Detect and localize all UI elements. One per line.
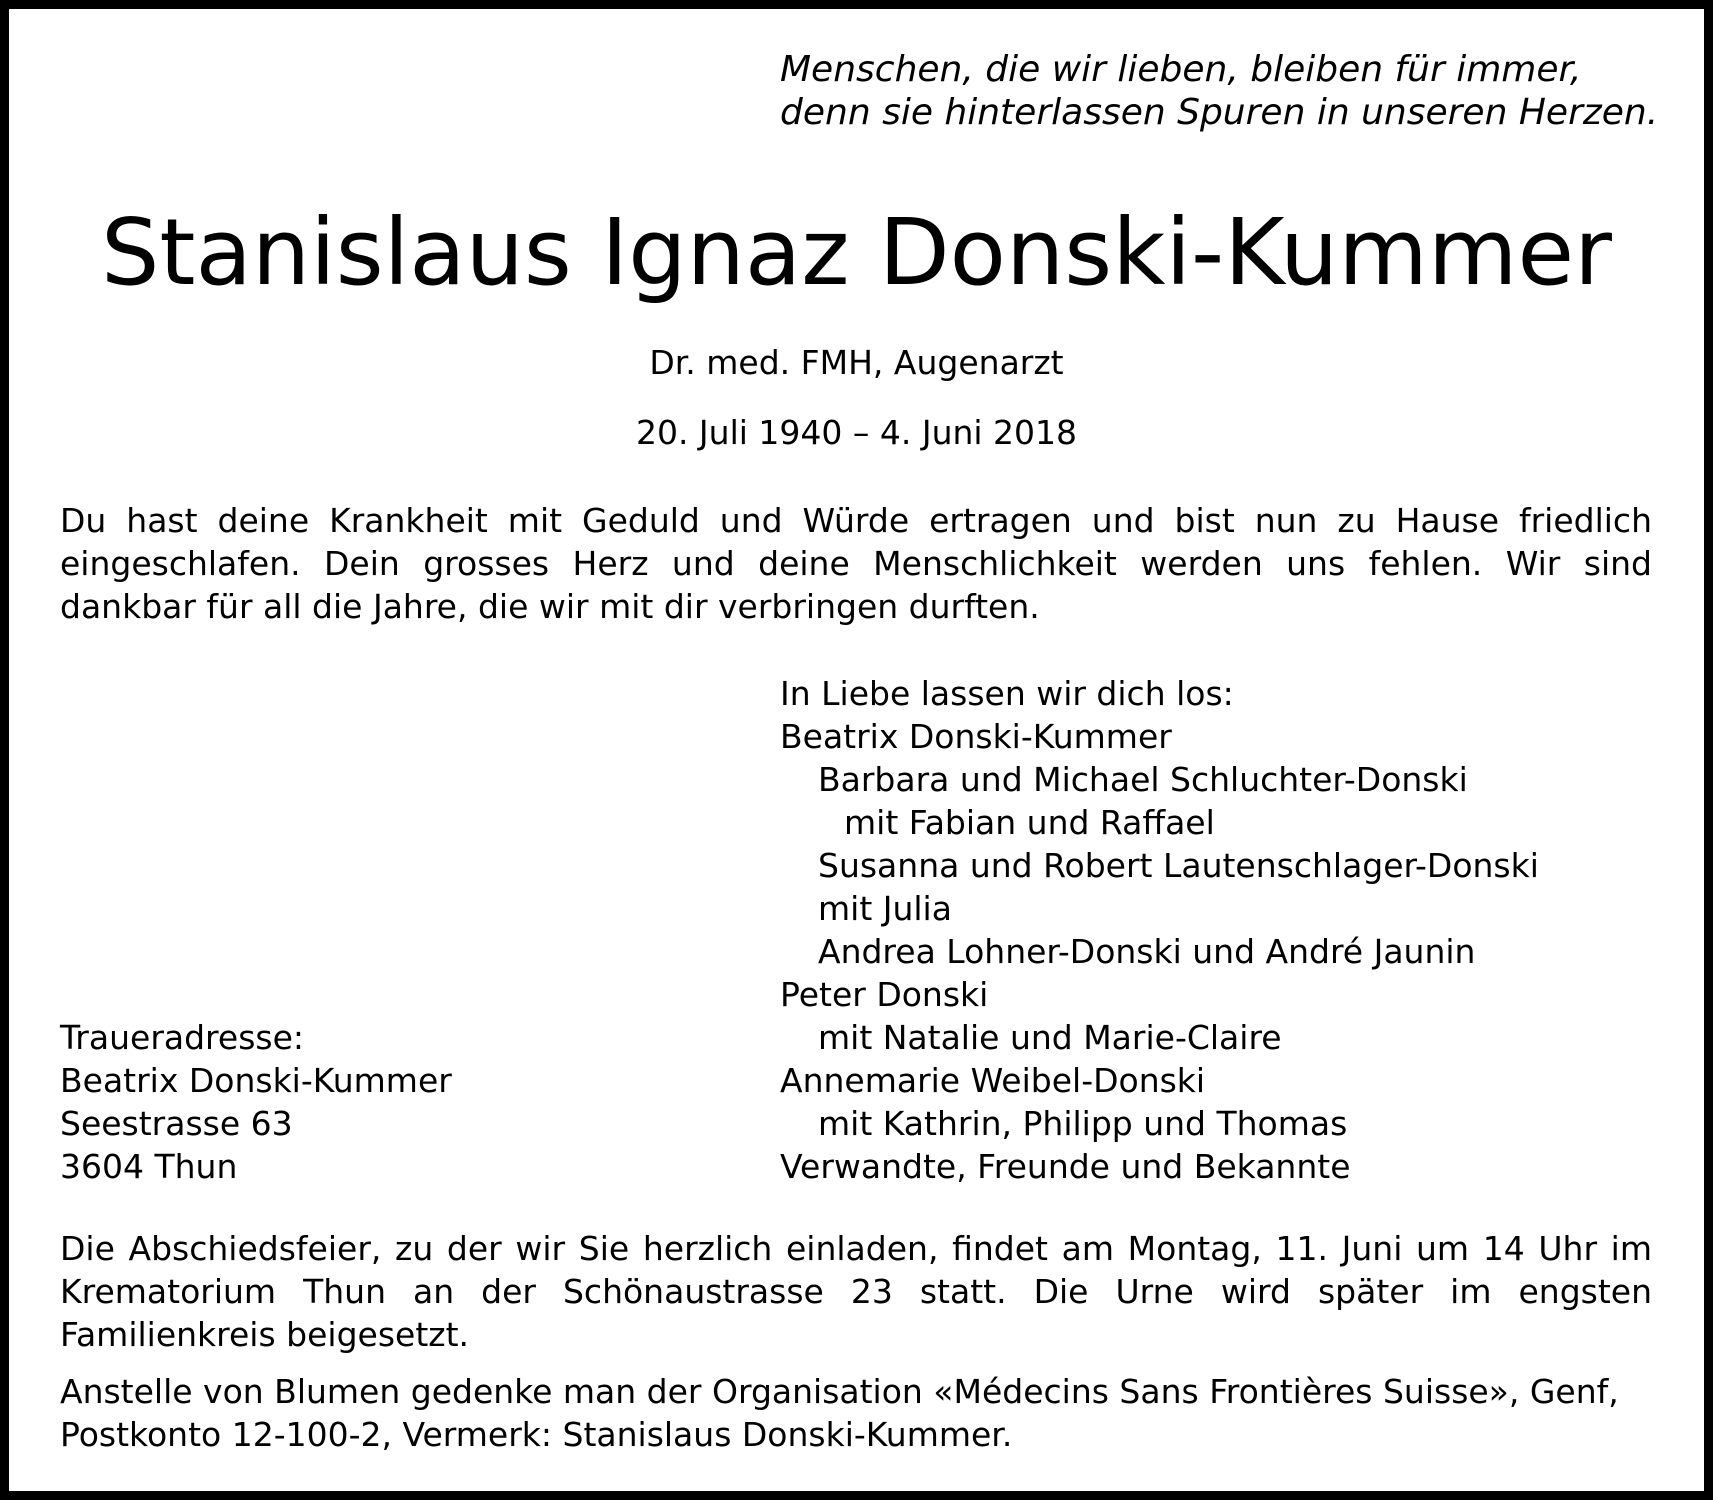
family-member: mit Fabian und Raffael	[844, 803, 1215, 842]
family-member: Peter Donski	[780, 975, 989, 1014]
address-label: Traueradresse:	[60, 1018, 305, 1057]
family-member: Susanna und Robert Lautenschlager-Donski	[818, 846, 1539, 885]
family-member: Annemarie Weibel-Donski	[780, 1061, 1206, 1100]
deceased-title: Dr. med. FMH, Augenarzt	[649, 343, 1064, 382]
family-member: Barbara und Michael Schluchter-Donski	[818, 760, 1468, 799]
family-member: mit Natalie und Marie-Claire	[818, 1018, 1282, 1057]
deceased-name: Stanislaus Ignaz Donski-Kummer	[101, 199, 1612, 306]
motto-line-1: Menschen, die wir lieben, bleiben für immer,	[780, 49, 1582, 90]
address-name: Beatrix Donski-Kummer	[60, 1061, 452, 1100]
family-intro: In Liebe lassen wir dich los:	[780, 674, 1234, 713]
family-member: mit Julia	[818, 889, 952, 928]
family-member: Verwandte, Freunde und Bekannte	[780, 1147, 1351, 1186]
life-dates: 20. Juli 1940 – 4. Juni 2018	[635, 413, 1078, 452]
address-street: Seestrasse 63	[60, 1104, 293, 1143]
donation-line-1: Anstelle von Blumen gedenke man der Organisation «Médecins Sans Frontières Suisse», Genf,	[60, 1372, 1619, 1411]
address-city: 3604 Thun	[60, 1147, 238, 1186]
family-member: Beatrix Donski-Kummer	[780, 717, 1172, 756]
donation-paragraph	[60, 1370, 1652, 1456]
tribute-paragraph: Du hast deine Krankheit mit Geduld und Würde ertragen und bist nun zu Hause friedlich eingeschlafen. Dein grosses Herz und deine Menschlichkeit werden uns fehlen. Wir sind dankbar für all die Jahre, die wir mit dir verbringen durften.	[60, 501, 1652, 626]
mourning-address	[60, 1016, 452, 1188]
family-member: Andrea Lohner-Donski und André Jaunin	[818, 932, 1476, 971]
family-member: mit Kathrin, Philipp und Thomas	[818, 1104, 1348, 1143]
motto-quote	[780, 48, 1658, 134]
ceremony-paragraph: Die Abschiedsfeier, zu der wir Sie herzlich einladen, findet am Montag, 11. Juni um 14 Uhr im Krematorium Thun an der Schönaustrasse 23 statt. Die Urne wird später im engsten Familienkreis beigesetzt.	[60, 1229, 1652, 1354]
motto-line-2: denn sie hinterlassen Spuren in unseren Herzen.	[780, 92, 1659, 133]
family-list	[780, 672, 1539, 1188]
donation-line-2: Postkonto 12-100-2, Vermerk: Stanislaus Donski-Kummer.	[60, 1415, 1013, 1454]
